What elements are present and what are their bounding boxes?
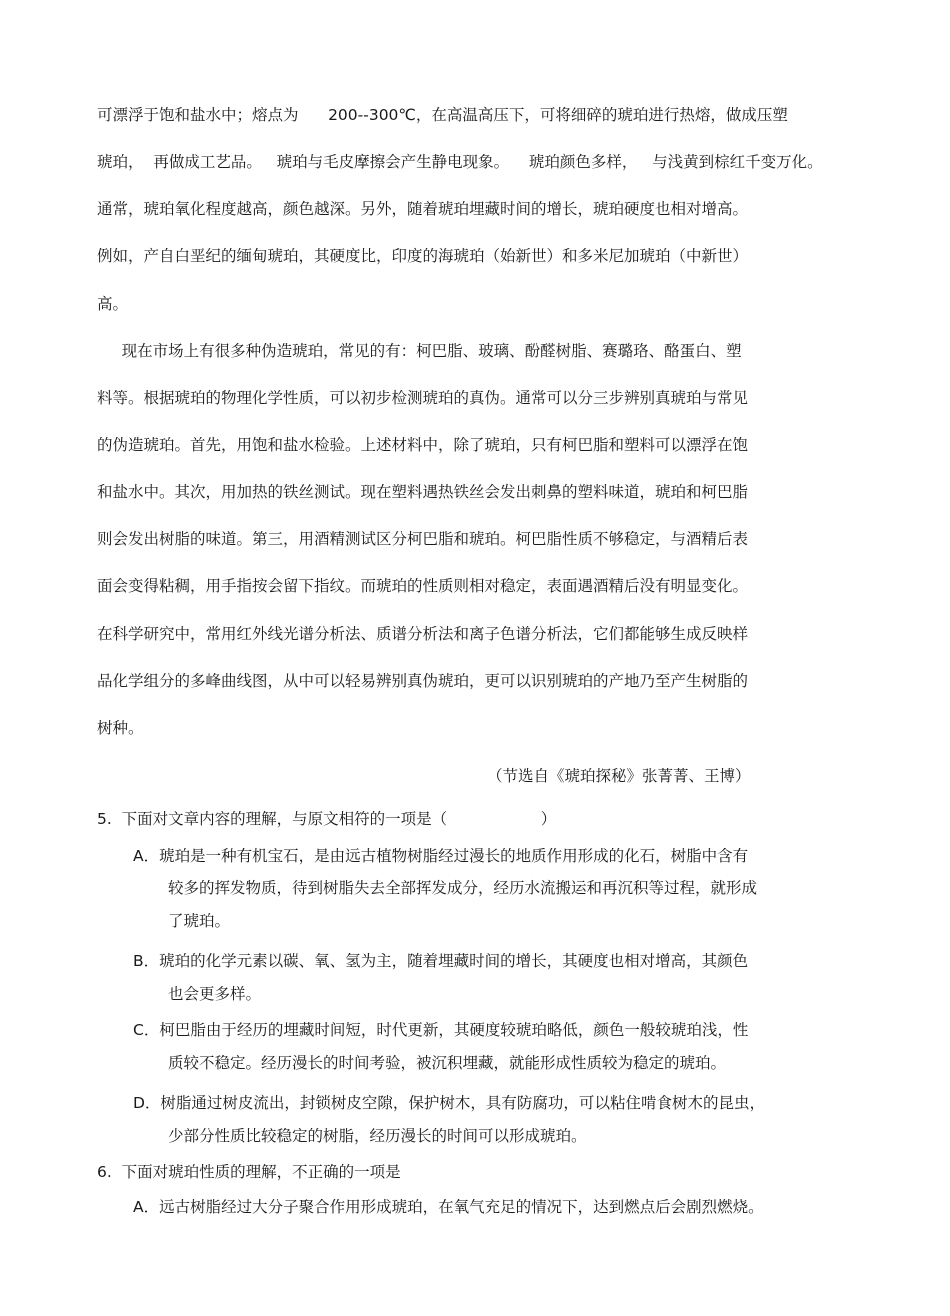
- passage-line: 的伪造琥珀。首先，用饱和盐水检验。上述材料中，除了琥珀，只有柯巴脂和塑料可以漂浮在饱: [97, 436, 749, 454]
- passage-line: 则会发出树脂的味道。第三，用酒精测试区分柯巴脂和琥珀。柯巴脂性质不够稳定，与酒精后表: [97, 530, 749, 548]
- passage-line: 树种。: [97, 719, 144, 737]
- passage-line: 现在市场上有很多种伪造琥珀，常见的有：柯巴脂、玻璃、酚醛树脂、赛璐珞、酪蛋白、塑: [97, 342, 742, 360]
- option-a-line: A．远古树脂经过大分子聚合作用形成琥珀，在氧气充足的情况下，达到燃点后会剧烈燃烧。: [133, 1198, 764, 1216]
- passage-line: 料等。根据琥珀的物理化学性质，可以初步检测琥珀的真伪。通常可以分三步辨别真琥珀与常见: [97, 389, 749, 407]
- option-a-line: 了琥珀。: [168, 912, 231, 930]
- passage-source: （节选自《琥珀探秘》张菁菁、王博）: [487, 767, 751, 785]
- question-stem: 5. 下面对文章内容的理解，与原文相符的一项是（ ）: [97, 810, 557, 828]
- option-b-line: B．琥珀的化学元素以碳、氧、氢为主，随着埋藏时间的增长，其硬度也相对增高，其颜色: [133, 952, 749, 970]
- passage-line: 例如，产自白垩纪的缅甸琥珀，其硬度比，印度的海琥珀（始新世）和多米尼加琥珀（中新世）: [97, 247, 749, 265]
- passage-line: 通常，琥珀氧化程度越高，颜色越深。另外，随着琥珀埋藏时间的增长，琥珀硬度也相对增高。: [97, 200, 749, 218]
- option-b-line: 也会更多样。: [168, 985, 262, 1003]
- option-c-line: C．柯巴脂由于经历的埋藏时间短，时代更新，其硬度较琥珀略低，颜色一般较琥珀浅，性: [133, 1021, 749, 1039]
- passage-line: 在科学研究中，常用红外线光谱分析法、质谱分析法和离子色谱分析法，它们都能够生成反映样: [97, 625, 749, 643]
- option-a-line: A．琥珀是一种有机宝石，是由远古植物树脂经过漫长的地质作用形成的化石，树脂中含有: [133, 847, 749, 865]
- option-a-line: 较多的挥发物质，待到树脂失去全部挥发成分，经历水流搬运和再沉积等过程，就形成: [168, 879, 758, 897]
- option-d-line: D．树脂通过树皮流出，封锁树皮空隙，保护树木，具有防腐功，可以粘住啃食树木的昆虫，: [133, 1094, 765, 1112]
- passage-line: 面会变得粘稠，用手指按会留下指纹。而琥珀的性质则相对稳定，表面遇酒精后没有明显变化。: [97, 577, 749, 595]
- option-c-line: 质较不稳定。经历漫长的时间考验，被沉积埋藏，就能形成性质较为稳定的琥珀。: [168, 1054, 727, 1072]
- passage-line: 可漂浮于饱和盐水中；熔点为 200--300℃，在高温高压下，可将细碎的琥珀进行热熔，做成压塑: [97, 106, 788, 124]
- passage-line: 琥珀， 再做成工艺品。 琥珀与毛皮摩擦会产生静电现象。 琥珀颜色多样， 与浅黄到棕红千变万化。: [97, 153, 823, 171]
- question-stem: 6. 下面对琥珀性质的理解，不正确的一项是: [97, 1163, 401, 1181]
- passage-line: 品化学组分的多峰曲线图，从中可以轻易辨别真伪琥珀，更可以识别琥珀的产地乃至产生树脂的: [97, 672, 749, 690]
- passage-line: 高。: [97, 295, 129, 313]
- passage-line: 和盐水中。其次，用加热的铁丝测试。现在塑料遇热铁丝会发出刺鼻的塑料味道，琥珀和柯巴脂: [97, 483, 749, 501]
- option-d-line: 少部分性质比较稳定的树脂，经历漫长的时间可以形成琥珀。: [168, 1127, 587, 1145]
